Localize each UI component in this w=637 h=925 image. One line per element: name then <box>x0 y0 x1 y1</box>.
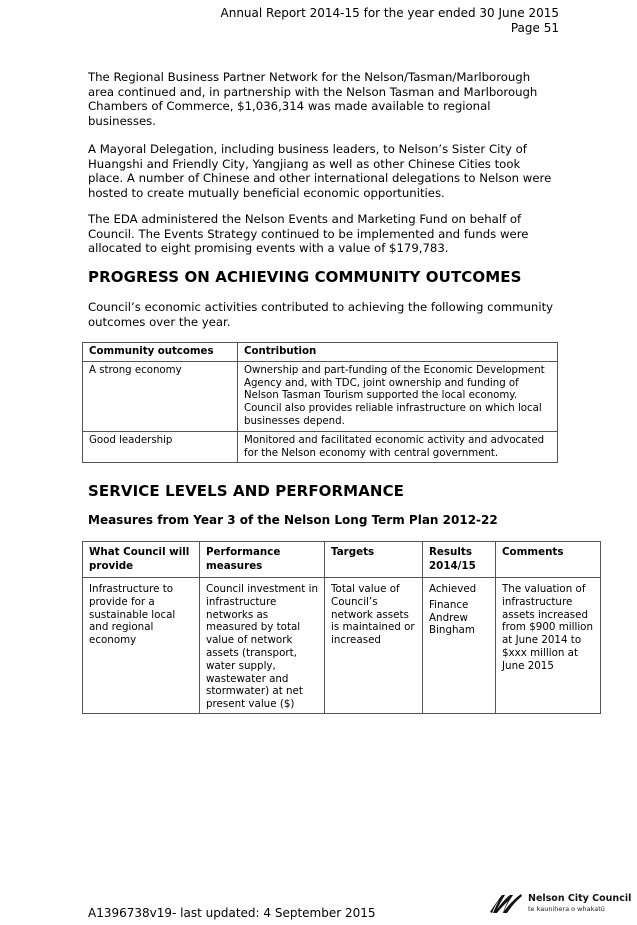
table-row <box>83 361 558 431</box>
performance-measures-table <box>82 541 601 714</box>
contribution-cell: Monitored and facilitated economic activity and advocated for the Nelson economy with central government. <box>238 431 558 463</box>
community-outcomes-intro: Council’s economic activities contributed to achieving the following community outcomes over the year. <box>88 300 554 329</box>
table-row <box>83 431 558 463</box>
logo-tagline: te kaunihera o whakatū <box>528 905 605 913</box>
comment-cell: The valuation of infrastructure assets increased from $900 million at June 2014 to $xxx million at June 2015 <box>496 578 601 714</box>
paragraph-mayoral-delegation: A Mayoral Delegation, including business leaders, to Nelson’s Sister City of Huangshi and Friendly City, Yangjiang as well as other Chinese Cities took place. A number of Chinese and other international delegations to Nelson were hosted to create mutually beneficial economic opportunities. <box>88 142 552 200</box>
heading-service-levels: SERVICE LEVELS AND PERFORMANCE <box>88 482 405 500</box>
measure-cell: Council investment in infrastructure networks as measured by total value of network assets (transport, water supply, wastewater and stormwater) at net present value ($) <box>200 578 325 714</box>
subheading-ltp-measures: Measures from Year 3 of the Nelson Long Term Plan 2012-22 <box>88 513 498 527</box>
table-header-row <box>83 542 601 578</box>
outcome-cell: A strong economy <box>83 361 238 431</box>
heading-community-outcomes: PROGRESS ON ACHIEVING COMMUNITY OUTCOMES <box>88 268 522 286</box>
document-footer: A1396738v19- last updated: 4 September 2015 <box>88 906 376 920</box>
table-row <box>83 578 601 714</box>
page-header <box>221 6 559 36</box>
report-title: Annual Report 2014-15 for the year ended 30 June 2015 <box>220 6 559 20</box>
outcome-cell: Good leadership <box>83 431 238 463</box>
council-mark-icon <box>488 892 524 914</box>
column-header: Comments <box>496 542 601 578</box>
paragraph-business-partner: The Regional Business Partner Network for the Nelson/Tasman/Marlborough area continued and, in partnership with the Nelson Tasman and Marlborough Chambers of Commerce, $1,036,314 was made available to regional businesses. <box>88 70 538 128</box>
contribution-cell: Ownership and part-funding of the Economic Development Agency and, with TDC, joint ownership and funding of Nelson Tasman Tourism supported the local economy. Council also provides reliable infrastructure on which local businesses depend. <box>238 361 558 431</box>
table-header-row <box>83 343 558 362</box>
community-outcomes-table <box>82 342 558 463</box>
result-status: Achieved <box>429 583 477 595</box>
column-header: Results 2014/15 <box>423 542 496 578</box>
column-header: Performance measures <box>200 542 325 578</box>
target-cell: Total value of Council’s network assets is maintained or increased <box>325 578 423 714</box>
column-header: Contribution <box>238 343 558 362</box>
page-number: Page 51 <box>510 21 559 35</box>
result-signoff: Finance Andrew Bingham <box>429 598 475 637</box>
paragraph-events-fund: The EDA administered the Nelson Events and Marketing Fund on behalf of Council. The Events Strategy continued to be implemented and funds were allocated to eight promising events with a value of $179,783. <box>88 212 529 256</box>
provide-cell: Infrastructure to provide for a sustainable local and regional economy <box>83 578 200 714</box>
nelson-city-council-logo <box>488 890 632 916</box>
result-cell <box>423 578 496 714</box>
column-header: What Council will provide <box>83 542 200 578</box>
column-header: Community outcomes <box>83 343 238 362</box>
column-header: Targets <box>325 542 423 578</box>
logo-name: Nelson City Council <box>528 893 632 904</box>
